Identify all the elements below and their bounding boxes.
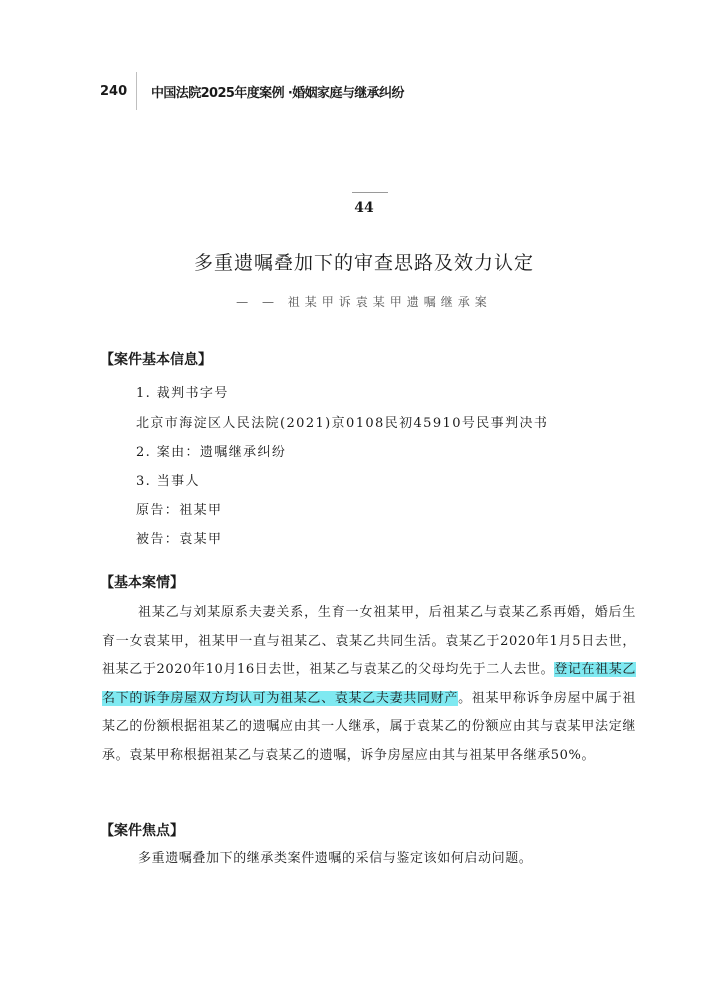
basic-info-heading: 【案件基本信息】 — [100, 352, 212, 368]
case-subtitle: — — 祖某甲诉袁某甲遗嘱继承案 — [236, 295, 492, 309]
focus-heading: 【案件焦点】 — [100, 823, 184, 839]
facts-heading: 【基本案情】 — [100, 575, 184, 591]
basic-info-line: 1. 裁判书字号 — [136, 386, 229, 401]
focus-paragraph: 多重遗嘱叠加下的继承类案件遗嘱的采信与鉴定该如何启动问题。 — [138, 851, 533, 866]
facts-paragraph — [102, 599, 636, 771]
book-title: 中国法院2025年度案例 ·婚姻家庭与继承纠纷 — [151, 85, 404, 101]
case-title: 多重遗嘱叠加下的审查思路及效力认定 — [193, 252, 534, 274]
facts-text: 。祖某甲称诉争房屋中属于祖某乙的份额根据祖某乙的遗嘱应由其一人继承，属于袁某乙的份额应由其与袁某甲法定继承。袁某甲称根据祖某乙与袁某乙的遗嘱，诉争房屋应由其与祖某甲各继承50%。 — [102, 690, 636, 763]
page-number: 240 — [100, 83, 128, 99]
running-header — [100, 72, 404, 110]
facts-text: 祖某乙与刘某原系夫妻关系，生育一女祖某甲，后祖某乙与袁某乙系再婚，婚后生育一女袁某甲，祖某甲一直与祖某乙、袁某乙共同生活。袁某乙于2020年1月5日去世，祖某乙于2020年10月16日去世，祖某乙与袁某乙的父母均先于二人去世。 — [102, 605, 636, 678]
basic-info-line: 北京市海淀区人民法院(2021)京0108民初45910号民事判决书 — [136, 416, 549, 431]
basic-info-line: 2. 案由：遗嘱继承纠纷 — [136, 445, 287, 460]
basic-info-line: 3. 当事人 — [136, 474, 200, 489]
case-number-rule — [352, 192, 388, 193]
basic-info-line: 被告：袁某甲 — [136, 532, 223, 547]
basic-info-line: 原告：祖某甲 — [136, 503, 223, 518]
case-number: 44 — [354, 200, 374, 216]
header-divider — [136, 72, 137, 110]
highlighted-text: 登记在祖某乙名下的诉争房屋双方均认可为祖某乙、袁某乙夫妻共同财产 — [102, 662, 636, 706]
